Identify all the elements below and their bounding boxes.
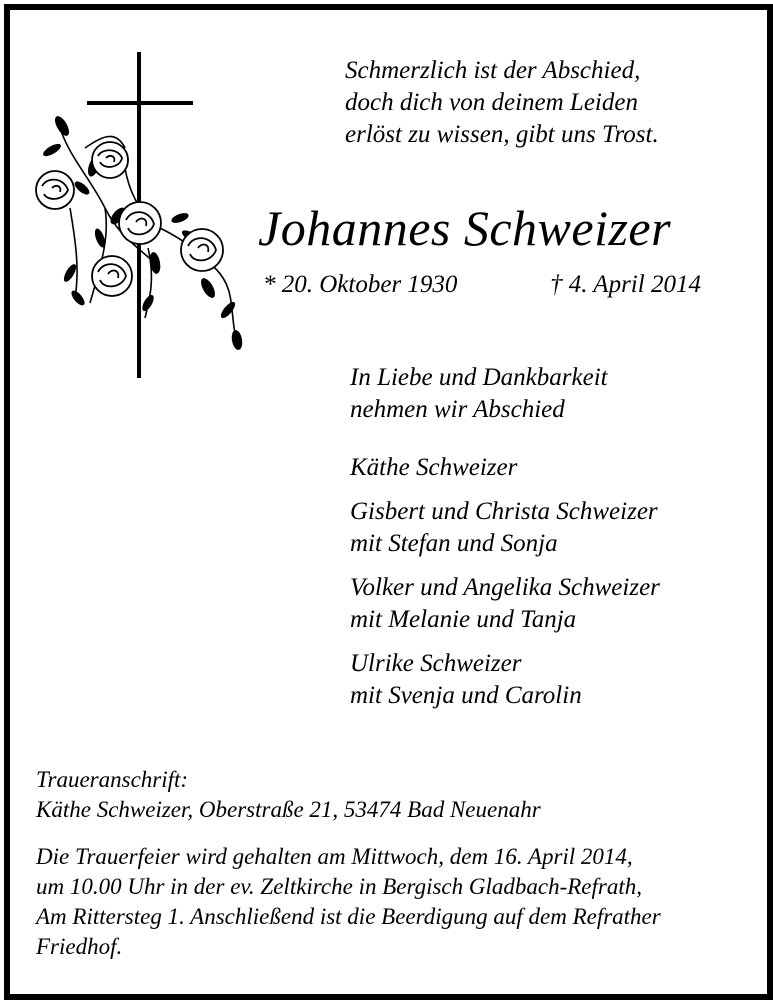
cross-with-roses-icon (30, 48, 255, 388)
ceremony-line: Am Rittersteg 1. Anschließend ist die Beerdigung auf dem Refrather (36, 904, 661, 929)
quote-line: Schmerzlich ist der Abschied, (345, 57, 641, 84)
birth-date: * 20. Oktober 1930 (263, 271, 458, 298)
mourner-line: mit Stefan und Sonja (350, 530, 558, 557)
ceremony-text (36, 842, 661, 962)
mourner (350, 648, 582, 712)
mourner (350, 572, 660, 636)
ceremony-line: Die Trauerfeier wird gehalten am Mittwoch, dem 16. April 2014, (36, 844, 633, 869)
mourner (350, 496, 658, 560)
ceremony-line: um 10.00 Uhr in der ev. Zeltkirche in Bergisch Gladbach-Refrath, (36, 874, 642, 899)
mourner-line: mit Melanie und Tanja (350, 606, 577, 633)
mourner (350, 452, 517, 484)
address-block (36, 765, 541, 825)
farewell-text (350, 362, 608, 426)
mourner-line: mit Svenja und Carolin (350, 682, 582, 709)
mourner-line: Käthe Schweizer (350, 454, 518, 481)
mourner-line: Volker und Angelika Schweizer (350, 574, 660, 601)
mourner-line: Gisbert und Christa Schweizer (350, 498, 658, 525)
death-date: † 4. April 2014 (550, 271, 701, 298)
ceremony-line: Friedhof. (36, 934, 123, 959)
address-label: Traueranschrift: (36, 767, 189, 792)
farewell-line: nehmen wir Abschied (350, 396, 565, 423)
quote-line: erlöst zu wissen, gibt uns Trost. (345, 121, 659, 148)
quote (345, 55, 659, 151)
farewell-line: In Liebe und Dankbarkeit (350, 364, 608, 391)
mourner-line: Ulrike Schweizer (350, 650, 522, 677)
quote-line: doch dich von deinem Leiden (345, 89, 638, 116)
deceased-name: Johannes Schweizer (258, 200, 672, 256)
address-text: Käthe Schweizer, Oberstraße 21, 53474 Bad Neuenahr (36, 797, 541, 822)
